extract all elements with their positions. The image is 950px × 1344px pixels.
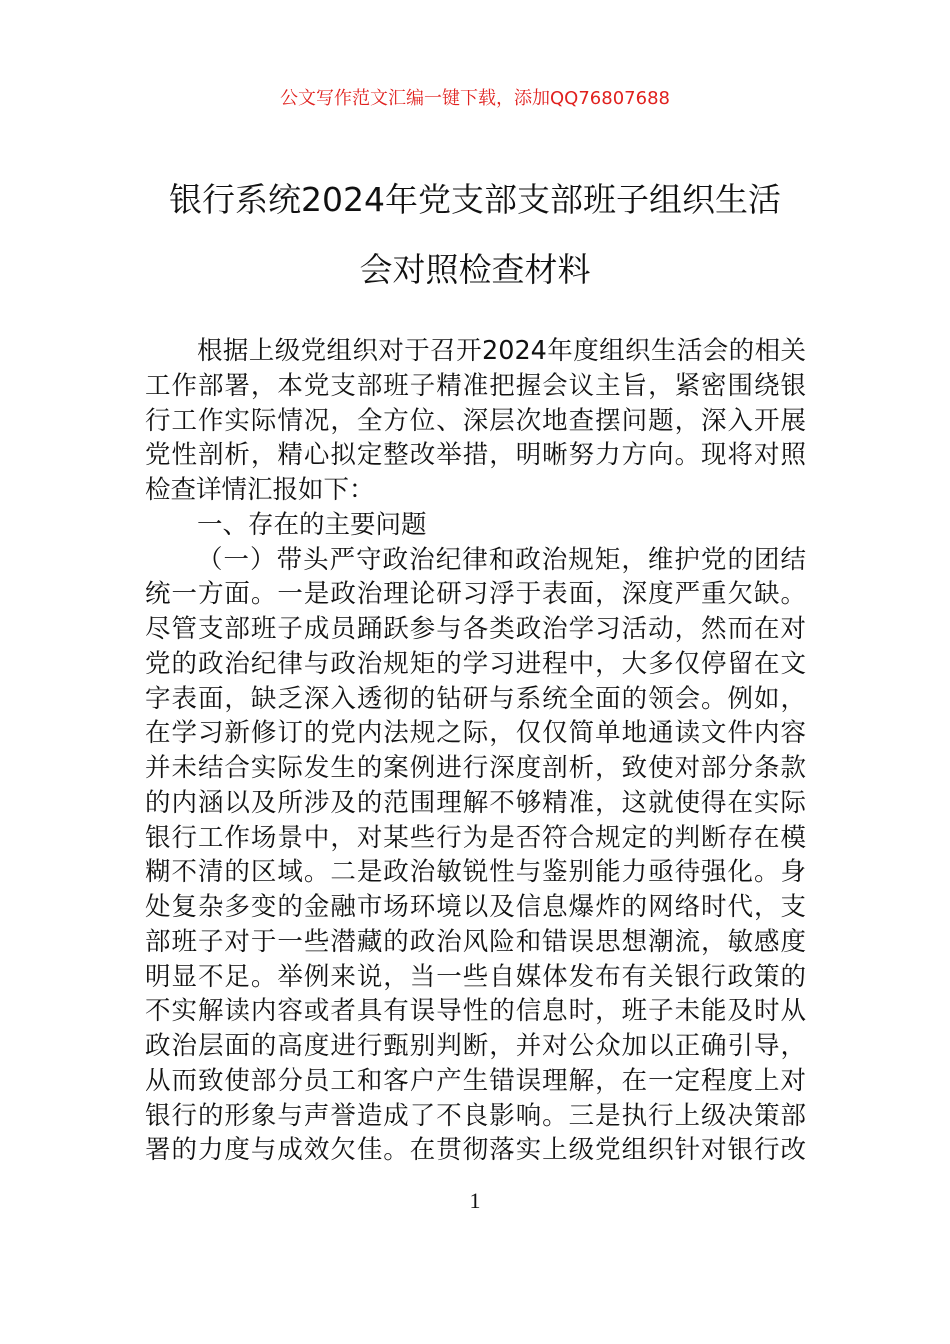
paragraph bbox=[145, 508, 806, 543]
page-number: 1 bbox=[469, 1188, 481, 1213]
text-line: 不实解读内容或者具有误导性的信息时，班子未能及时从 bbox=[145, 996, 806, 1027]
text-line: 尽管支部班子成员踊跃参与各类政治学习活动，然而在对 bbox=[145, 614, 806, 644]
text-line: 处复杂多变的金融市场环境以及信息爆炸的网络时代，支 bbox=[145, 892, 806, 922]
download-promo-note: 公文写作范文汇编一键下载，添加QQ76807688 bbox=[280, 88, 670, 109]
text-line: 字表面，缺乏深入透彻的钻研与系统全面的领会。例如， bbox=[145, 683, 806, 714]
text-line: 银行的形象与声誉造成了不良影响。三是执行上级决策部 bbox=[145, 1100, 806, 1131]
text-line: 党性剖析，精心拟定整改举措，明晰努力方向。现将对照 bbox=[145, 440, 806, 471]
text-line: 署的力度与成效欠佳。在贯彻落实上级党组织针对银行改 bbox=[145, 1135, 806, 1166]
text-line: 明显不足。举例来说，当一些自媒体发布有关银行政策的 bbox=[145, 961, 806, 992]
text-line: 统一方面。一是政治理论研习浮于表面，深度严重欠缺。 bbox=[145, 579, 806, 610]
text-line: 的内涵以及所涉及的范围理解不够精准，这就使得在实际 bbox=[145, 787, 806, 818]
paragraph bbox=[145, 543, 806, 1169]
text-line: 糊不清的区域。二是政治敏锐性与鉴别能力亟待强化。身 bbox=[145, 857, 806, 888]
text-line: 部班子对于一些潜藏的政治风险和错误思想潮流，敏感度 bbox=[145, 926, 806, 957]
text-line: 并未结合实际发生的案例进行深度剖析，致使对部分条款 bbox=[145, 753, 806, 783]
text-line: （一）带头严守政治纪律和政治规矩，维护党的团结 bbox=[197, 544, 806, 575]
document-title-line-2: 会对照检查材料 bbox=[359, 250, 591, 289]
text-line: 工作部署，本党支部班子精准把握会议主旨，紧密围绕银 bbox=[145, 370, 806, 401]
text-line: 一、存在的主要问题 bbox=[197, 509, 427, 540]
text-line: 行工作实际情况，全方位、深层次地查摆问题，深入开展 bbox=[145, 405, 806, 436]
document-title-line-1: 银行系统2024年党支部支部班子组织生活 bbox=[169, 180, 781, 219]
text-line: 根据上级党组织对于召开2024年度组织生活会的相关 bbox=[197, 336, 806, 366]
text-line: 党的政治纪律与政治规矩的学习进程中，大多仅停留在文 bbox=[145, 648, 806, 679]
text-line: 检查详情汇报如下： bbox=[145, 475, 375, 505]
text-line: 银行工作场景中，对某些行为是否符合规定的判断存在模 bbox=[145, 822, 806, 853]
text-line: 政治层面的高度进行甄别判断，并对公众加以正确引导， bbox=[145, 1031, 806, 1061]
paragraph bbox=[145, 334, 806, 508]
document-body bbox=[145, 334, 806, 1168]
text-line: 在学习新修订的党内法规之际，仅仅简单地通读文件内容 bbox=[145, 718, 806, 749]
text-line: 从而致使部分员工和客户产生错误理解，在一定程度上对 bbox=[145, 1065, 806, 1096]
